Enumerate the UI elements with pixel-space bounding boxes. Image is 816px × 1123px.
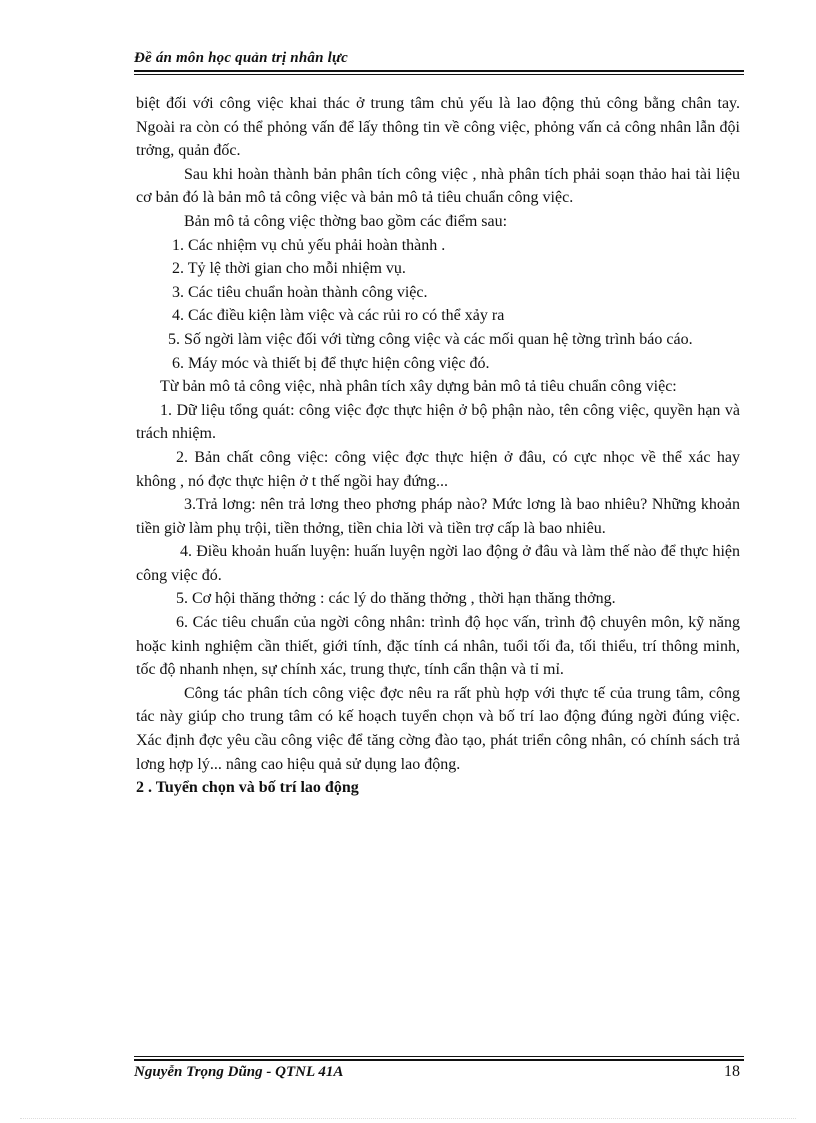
list2-item-5: 5. Cơ hội thăng thởng : các lý do thăng thởng , thời hạn thăng thởng.: [176, 590, 616, 608]
paragraph-4: Từ bản mô tả công việc, nhà phân tích xây dựng bản mô tả tiêu chuẩn công việc:: [160, 378, 677, 396]
list1-item-1: 1. Các nhiệm vụ chủ yếu phải hoàn thành .: [172, 236, 446, 254]
header-title: Đề án môn học quản trị nhân lực: [134, 50, 348, 66]
list2-item-6: 6. Các tiêu chuẩn của ngời công nhân: trình độ học vấn, trình độ chuyên môn, kỹ năng hoặc kinh nghiệm cần thiết, giới tính, đặc tính cá nhân, tuổi tối đa, tối thiểu, trí thông minh, tốc độ nhanh nhẹn, sự chính xác, trung thực, tính cẩn thận và tỉ mỉ.: [136, 614, 740, 679]
page-number: 18: [724, 1063, 740, 1080]
footer-rule-thin: [134, 1056, 744, 1057]
list1-item-6: 6. Máy móc và thiết bị để thực hiện công việc đó.: [172, 354, 490, 372]
list2-item-2: 2. Bản chất công việc: công việc đợc thực hiện ở đâu, có cực nhọc về thể xác hay không , nó đợc thực hiện ở t thế ngồi hay đứng...: [136, 448, 740, 490]
list2-item-1: 1. Dữ liệu tổng quát: công việc đợc thực hiện ở bộ phận nào, tên công việc, quyền hạn và trách nhiệm.: [136, 401, 740, 443]
paragraph-5: Công tác phân tích công việc đợc nêu ra rất phù hợp với thực tế của trung tâm, công tác này giúp cho trung tâm có kế hoạch tuyển chọn và bố trí lao động đúng ngời đúng việc. Xác định đợc yêu cầu công việc để tăng cờng đào tạo, phát triển công nhân, có chính sách trả lơng hợp lý... nâng cao hiệu quả sử dụng lao động.: [136, 684, 740, 773]
list2-item-3: 3.Trả lơng: nên trả lơng theo phơng pháp nào? Mức lơng là bao nhiêu? Những khoản tiền giờ làm phụ trội, tiền thởng, tiền chia lời và tiền trợ cấp là bao nhiêu.: [136, 496, 740, 537]
page-footer: [134, 1056, 744, 1081]
page-header: [134, 48, 744, 75]
bottom-dotted-line: [20, 1118, 796, 1119]
header-rule-thick: [134, 70, 744, 72]
paragraph-2: Sau khi hoàn thành bản phân tích công việc , nhà phân tích phải soạn thảo hai tài liệu cơ bản đó là bản mô tả công việc và bản mô tả tiêu chuẩn công việc.: [136, 165, 740, 207]
list1-item-4: 4. Các điều kiện làm việc và các rủi ro có thể xảy ra: [172, 307, 505, 325]
footer-rule-thick: [134, 1059, 744, 1061]
section-heading: 2 . Tuyển chọn và bố trí lao động: [136, 779, 359, 797]
list1-item-3: 3. Các tiêu chuẩn hoàn thành công việc.: [172, 283, 428, 301]
paragraph-1: biệt đối với công việc khai thác ở trung tâm chủ yếu là lao động thủ công bằng chân tay. Ngoài ra còn có thể phỏng vấn để lấy thông tin về công việc, phỏng vấn cả công nhân lẫn đội trởng, quản đốc.: [136, 95, 740, 160]
header-rule-thin: [134, 74, 744, 75]
list1-item-5: 5. Số ngời làm việc đối với từng công việc và các mối quan hệ tờng trình báo cáo.: [168, 330, 693, 348]
list2-item-4: 4. Điều khoản huấn luyện: huấn luyện ngời lao động ở đâu và làm thế nào để thực hiện công việc đó.: [136, 543, 740, 584]
footer-author: Nguyễn Trọng Dũng - QTNL 41A: [134, 1064, 344, 1080]
paragraph-3: Bản mô tả công việc thờng bao gồm các điểm sau:: [184, 212, 508, 230]
document-body: [136, 92, 740, 800]
list1-item-2: 2. Tỷ lệ thời gian cho mỗi nhiệm vụ.: [172, 260, 406, 278]
